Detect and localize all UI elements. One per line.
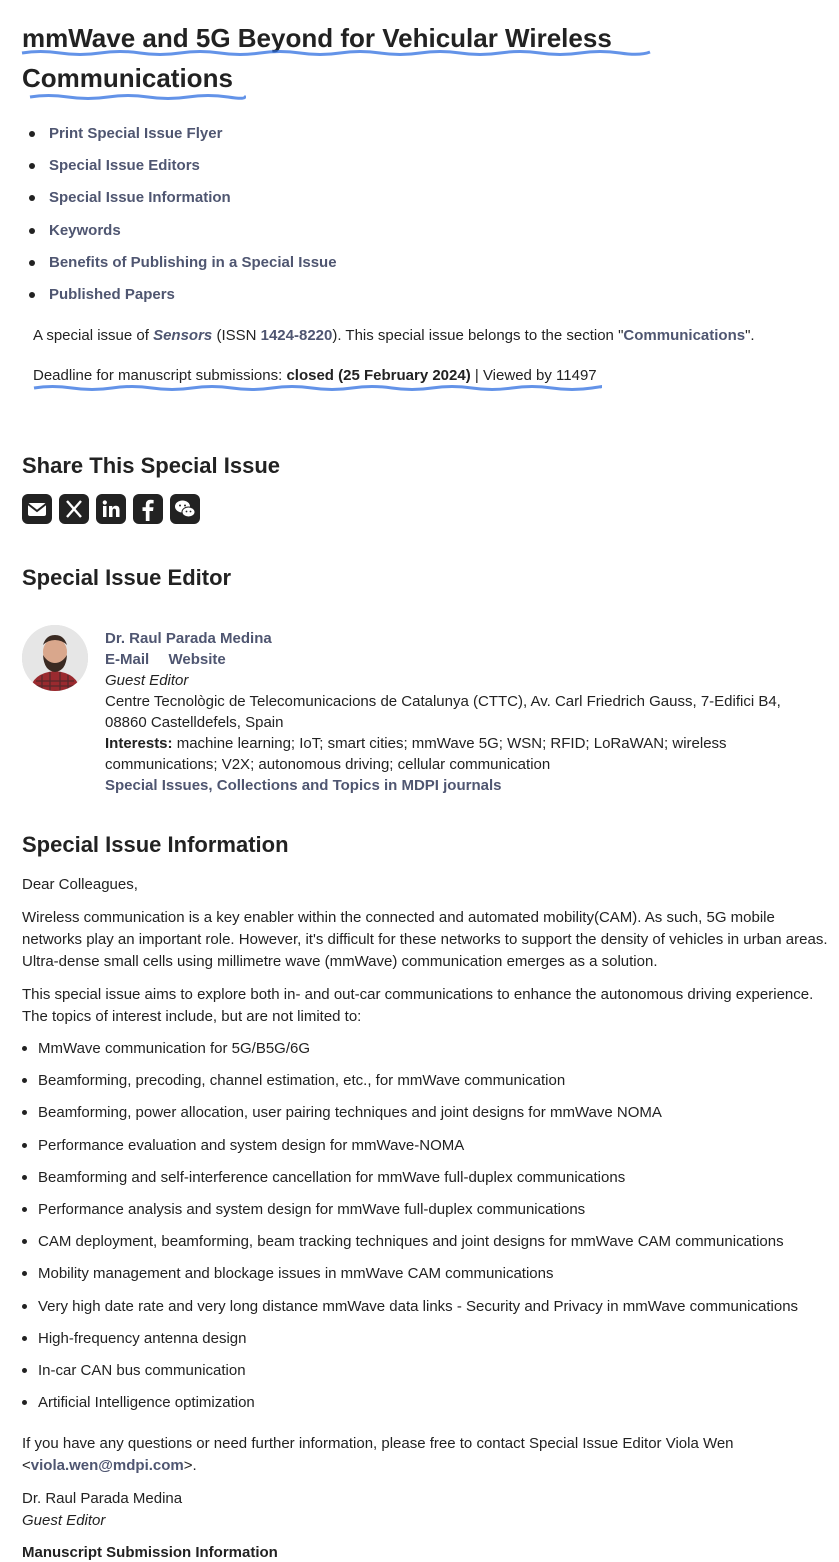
deadline-line — [33, 367, 597, 384]
greeting: Dear Colleagues, — [22, 876, 138, 893]
editor-affiliation: Centre Tecnològic de Telecomunicacions de Catalunya (CTTC), Av. Carl Friedrich Gauss, 7-Edifici B4, 08860 Castelldefels, Spain — [105, 693, 781, 731]
interests-text: machine learning; IoT; smart cities; mmWave 5G; WSN; RFID; LoRaWAN; wireless communications; V2X; autonomous driving; cellular communication — [105, 735, 727, 773]
view-count: | Viewed by 11497 — [470, 367, 597, 384]
issn-link[interactable]: 1424-8220 — [260, 327, 333, 344]
toc-item[interactable] — [49, 150, 337, 182]
list-item: Very high date rate and very long distance mmWave data links - Security and Privacy in mmWave communications — [22, 1291, 828, 1323]
toc-item[interactable] — [49, 279, 337, 311]
journal-info-prefix: A special issue of — [33, 327, 154, 344]
list-item: Beamforming, precoding, channel estimation, etc., for mmWave communication — [22, 1065, 828, 1097]
share-heading: Share This Special Issue — [22, 453, 281, 478]
contact-suffix: >. — [183, 1457, 197, 1474]
list-item: Mobility management and blockage issues in mmWave CAM communications — [22, 1258, 828, 1290]
title-underline-1 — [20, 48, 652, 58]
list-item: Artificial Intelligence optimization — [22, 1387, 828, 1419]
list-item: Performance evaluation and system design for mmWave-NOMA — [22, 1130, 828, 1162]
editor-heading: Special Issue Editor — [22, 565, 232, 590]
list-item: High-frequency antenna design — [22, 1323, 828, 1355]
editor-name-link[interactable]: Dr. Raul Parada Medina — [105, 630, 272, 647]
signature — [22, 1488, 828, 1532]
signature-name: Dr. Raul Parada Medina — [22, 1490, 183, 1507]
editor-website-link[interactable]: Website — [168, 651, 226, 668]
toc-item[interactable] — [49, 118, 337, 150]
contact-paragraph — [22, 1433, 828, 1477]
editor-avatar — [22, 625, 88, 691]
list-item: Performance analysis and system design for mmWave full-duplex communications — [22, 1194, 828, 1226]
share-icons — [22, 494, 200, 524]
toc-item[interactable] — [49, 182, 337, 214]
toc-link-published-papers[interactable]: Published Papers — [49, 285, 175, 303]
editor-more-link[interactable]: Special Issues, Collections and Topics in MDPI journals — [105, 777, 502, 794]
facebook-icon[interactable] — [133, 494, 163, 524]
x-twitter-icon[interactable] — [59, 494, 89, 524]
paragraph-2: This special issue aims to explore both in- and out-car communications to enhance the autonomous driving experience. The topics of interest include, but are not limited to: — [22, 986, 814, 1025]
deadline-value: closed (25 February 2024) — [286, 367, 471, 384]
paragraph-1: Wireless communication is a key enabler within the connected and automated mobility(CAM). As such, 5G mobile networks play an important role. However, it's difficult for these networks to support the density of vehicles in urban areas. Ultra-dense small cells using millimetre wave (mmWave) communication emerges as a solution. — [22, 909, 828, 970]
toc-item[interactable] — [49, 247, 337, 279]
information-body — [22, 874, 828, 1419]
toc-link-editors[interactable]: Special Issue Editors — [49, 157, 200, 175]
deadline-label: Deadline for manuscript submissions: — [33, 367, 287, 384]
journal-name: Sensors — [153, 327, 213, 344]
interests-label: Interests: — [105, 735, 173, 752]
page-title: mmWave and 5G Beyond for Vehicular Wireless Communications — [22, 23, 612, 93]
issn-suffix: ). This special issue belongs to the section " — [332, 327, 624, 344]
title-underline-2 — [28, 92, 246, 102]
linkedin-icon[interactable] — [96, 494, 126, 524]
editor-role: Guest Editor — [105, 672, 189, 689]
section-suffix: ". — [745, 327, 755, 344]
journal-info — [33, 327, 755, 344]
information-heading: Special Issue Information — [22, 832, 289, 857]
list-item: Beamforming and self-interference cancellation for mmWave full-duplex communications — [22, 1162, 828, 1194]
contact-email-link[interactable]: viola.wen@mdpi.com — [30, 1457, 184, 1474]
email-icon[interactable] — [22, 494, 52, 524]
closing-section — [22, 1433, 828, 1543]
topics-list — [22, 1033, 828, 1419]
toc-link-information[interactable]: Special Issue Information — [49, 189, 231, 207]
journal-link[interactable] — [153, 327, 212, 344]
list-item: Beamforming, power allocation, user pairing techniques and joint designs for mmWave NOMA — [22, 1097, 828, 1129]
editor-interests — [105, 733, 825, 775]
deadline-underline — [32, 383, 602, 393]
issn-prefix: (ISSN — [212, 327, 261, 344]
toc-item[interactable] — [49, 215, 337, 247]
contact-prefix: If you have any questions or need further information, please free to contact Special Issue Editor Viola Wen < — [22, 1435, 734, 1474]
toc-link-print-flyer[interactable]: Print Special Issue Flyer — [49, 125, 223, 142]
editor-email-link[interactable]: E-Mail — [105, 651, 150, 668]
signature-role: Guest Editor — [22, 1512, 106, 1529]
section-link[interactable]: Communications — [623, 327, 746, 344]
manuscript-heading: Manuscript Submission Information — [22, 1544, 278, 1561]
toc-link-keywords[interactable]: Keywords — [49, 221, 121, 239]
list-item: MmWave communication for 5G/B5G/6G — [22, 1033, 828, 1065]
wechat-icon[interactable] — [170, 494, 200, 524]
editor-details — [105, 628, 825, 796]
toc-link-benefits[interactable]: Benefits of Publishing in a Special Issue — [49, 253, 337, 271]
list-item: In-car CAN bus communication — [22, 1355, 828, 1387]
list-item: CAM deployment, beamforming, beam tracking techniques and joint designs for mmWave CAM communications — [22, 1226, 828, 1258]
toc-list — [49, 118, 337, 311]
